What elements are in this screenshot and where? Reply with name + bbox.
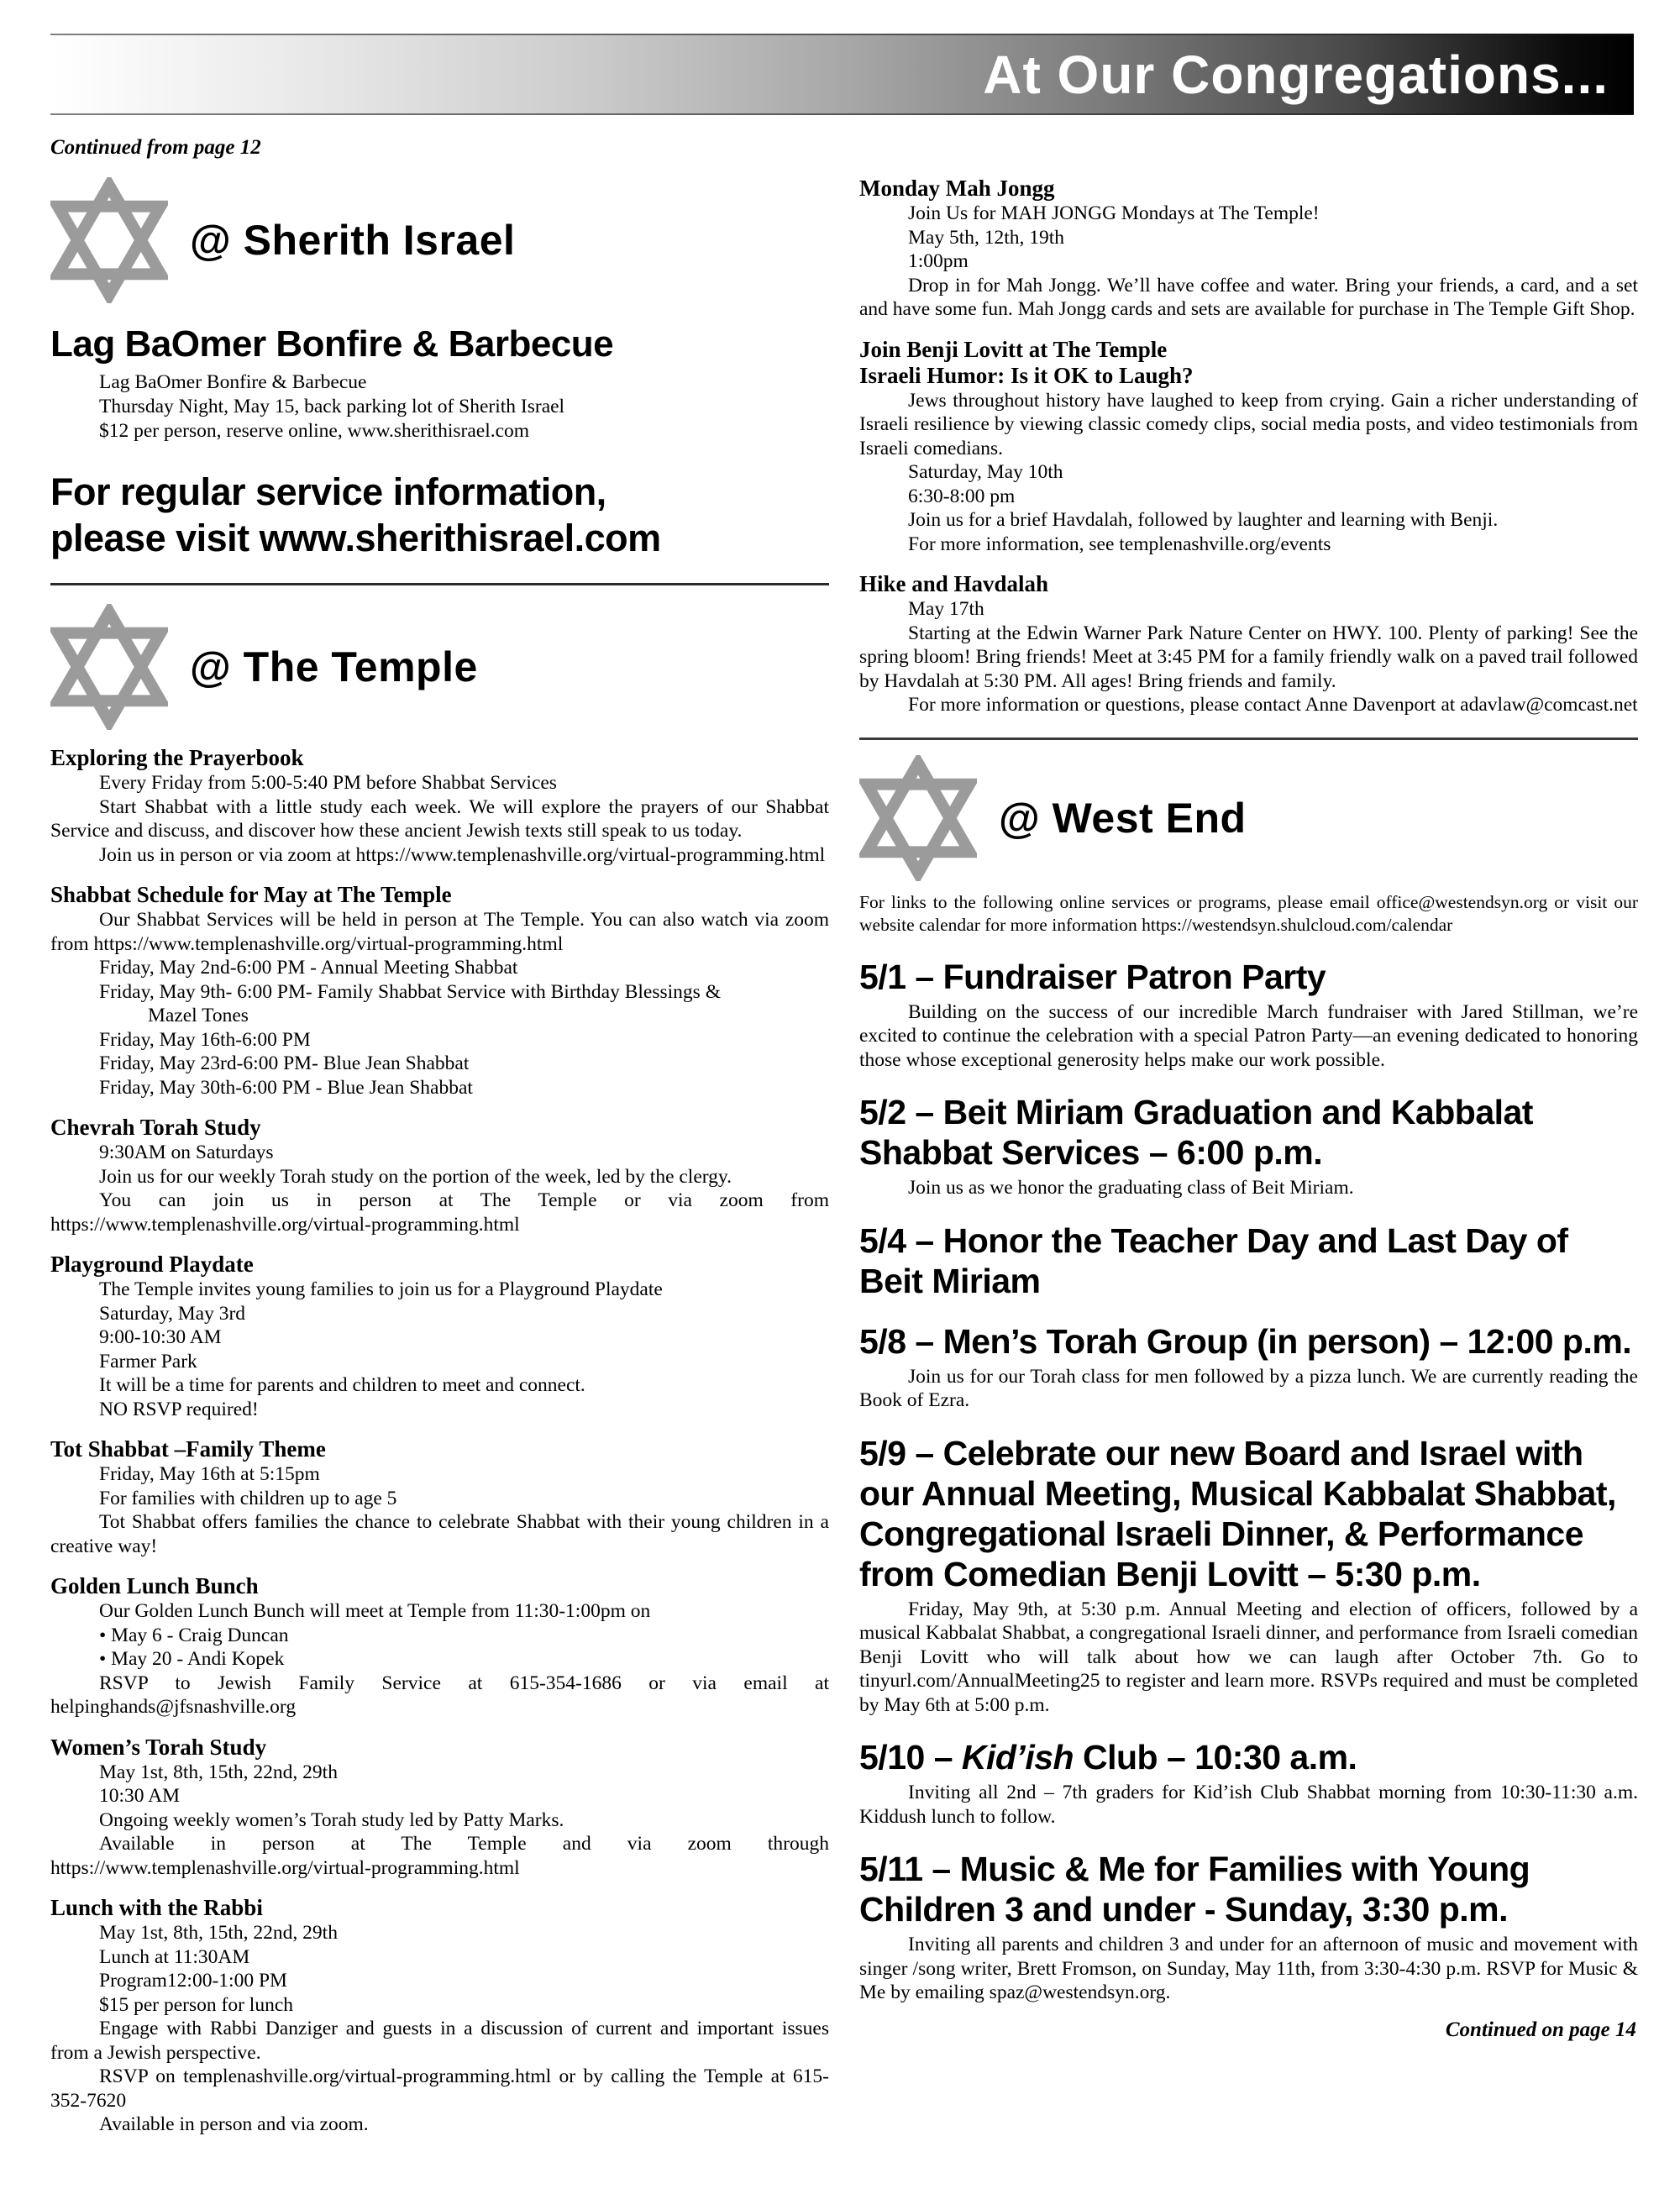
body-text: Farmer Park (99, 1350, 197, 1373)
event-title: 5/10 – Kid’ish Club – 10:30 a.m. (859, 1738, 1357, 1777)
body-text: Friday, May 23rd-6:00 PM- Blue Jean Shabbat (99, 1052, 470, 1074)
body-text: Our Golden Lunch Bunch will meet at Temple from 11:30-1:00pm on (99, 1600, 651, 1622)
body-text: 9:00-10:30 AM (99, 1326, 222, 1348)
bulletin-section (859, 337, 1638, 557)
bulletin-section (859, 571, 1638, 717)
body-text: 1:00pm (908, 250, 969, 272)
page-banner (50, 34, 1634, 115)
body-text: Join us for a brief Havdalah, followed by laughter and learning with Benji. (908, 509, 1499, 531)
bulletin-section (50, 1436, 829, 1558)
bulletin-section (859, 176, 1638, 322)
body-text: For more information, see templenashville.org/events (908, 533, 1331, 555)
west-end-event (859, 1737, 1638, 1829)
sherith-event-title: Lag BaOmer Bonfire & Barbecue (50, 323, 614, 365)
body-text: Friday, May 9th, at 5:30 p.m. Annual Meeting and election of officers, followed by a musical Kabbalat Shabbat, a congregational Israeli dinner, and performance from Israeli comedian Benji Lovitt who will talk about how we can laugh after October 7th. Go to tinyurl.com/AnnualMeeting25 to register and learn more. RSVPs required and must be completed by May 6th at 5:00 p.m. (859, 1598, 1638, 1716)
left-column (50, 160, 829, 2137)
star-of-david-icon (50, 604, 168, 730)
body-text: Engage with Rabbi Danziger and guests in a discussion of current and important issues from a Jewish perspective. (50, 2018, 829, 2064)
body-text: 10:30 AM (99, 1785, 180, 1807)
body-text: For families with children up to age 5 (99, 1487, 397, 1509)
event-title: 5/2 – Beit Miriam Graduation and Kabbalat Shabbat Services – 6:00 p.m. (859, 1093, 1533, 1172)
body-text: Jews throughout history have laughed to keep from crying. Gain a richer understanding of Israeli resilience by viewing classic comedy clips, social media posts, and video testimonials from Israeli comedians. (859, 389, 1638, 459)
right-column (859, 160, 1638, 2137)
sherith-event-details (50, 370, 829, 444)
body-text: $12 per person, reserve online, www.sherithisrael.com (99, 420, 530, 442)
body-text: Lunch at 11:30AM (99, 1945, 250, 1968)
body-text: Friday, May 16th at 5:15pm (99, 1463, 320, 1485)
west-end-event (859, 1849, 1638, 2005)
section-divider (859, 737, 1638, 740)
west-end-events (859, 957, 1638, 2005)
body-text: Lag BaOmer Bonfire & Barbecue (99, 371, 367, 393)
page-title: At Our Congregations... (983, 44, 1609, 105)
section-title: Golden Lunch Bunch (50, 1573, 259, 1598)
west-end-event (859, 1220, 1638, 1301)
body-text: Friday, May 2nd-6:00 PM - Annual Meeting Shabbat (99, 957, 518, 979)
body-text: Drop in for Mah Jongg. We’ll have coffee and water. Bring your friends, a card, and a set and have some fun. Mah Jongg cards and sets are available for purchase in The Temple Gift Shop. (859, 274, 1638, 320)
body-text: Join us as we honor the graduating class of Beit Miriam. (908, 1177, 1354, 1199)
event-title: 5/8 – Men’s Torah Group (in person) – 12:00 p.m. (859, 1321, 1632, 1361)
event-title: 5/4 – Honor the Teacher Day and Last Day of Beit Miriam (859, 1220, 1568, 1300)
west-end-header (859, 755, 1638, 881)
bulletin-section (50, 745, 829, 867)
body-text: May 5th, 12th, 19th (908, 226, 1065, 249)
continued-on-note: Continued on page 14 (1445, 2018, 1636, 2041)
sherith-service-info (50, 469, 829, 561)
body-text: May 17th (908, 598, 984, 620)
west-end-event (859, 957, 1638, 1073)
body-text: Join Us for MAH JONGG Mondays at The Temple! (908, 202, 1320, 224)
west-end-event (859, 1092, 1638, 1200)
body-text: • May 6 - Craig Duncan (99, 1624, 289, 1646)
body-text: The Temple invites young families to join us for a Playground Playdate (99, 1278, 663, 1300)
body-text: Every Friday from 5:00-5:40 PM before Shabbat Services (99, 772, 557, 794)
body-text: Tot Shabbat offers families the chance to celebrate Shabbat with their young children in a creative way! (50, 1511, 829, 1557)
cta-line: For regular service information, (50, 470, 606, 513)
congregation-title: @ West End (999, 794, 1247, 842)
body-text: Friday, May 16th-6:00 PM (99, 1028, 311, 1051)
cta-line: please visit www.sherithisrael.com (50, 517, 661, 559)
event-title: 5/11 – Music & Me for Families with Young Children 3 and under - Sunday, 3:30 p.m. (859, 1850, 1530, 1929)
body-text: Join us in person or via zoom at https://www.templenashville.org/virtual-programming.html (99, 843, 826, 866)
body-text: Building on the success of our incredible March fundraiser with Jared Stillman, we’re excited to continue the celebration with a special Patron Party—an evening dedicated to honoring those whose exceptional generosity helps make our work possible. (859, 1000, 1638, 1071)
body-text: Mazel Tones (148, 1005, 249, 1026)
section-title: Monday Mah Jongg (859, 176, 1055, 201)
body-text: 9:30AM on Saturdays (99, 1142, 274, 1163)
bulletin-section (50, 882, 829, 1100)
section-title: Lunch with the Rabbi (50, 1895, 263, 1920)
event-title: 5/9 – Celebrate our new Board and Israel with our Annual Meeting, Musical Kabbalat Shabbat, Congregational Israeli Dinner, & Performance from Comedian Benji Lovitt – 5:30 p.m. (859, 1433, 1616, 1593)
section-title: Chevrah Torah Study (50, 1115, 261, 1140)
body-text: You can join us in person at The Temple or via zoom from https://www.templenashville.org/virtual-programming.html (50, 1189, 829, 1236)
star-of-david-icon (50, 177, 168, 303)
temple-left-sections (50, 745, 829, 2137)
bulletin-section (50, 1895, 829, 2137)
congregation-title: @ The Temple (190, 643, 478, 690)
body-text: RSVP to Jewish Family Service at 615-354-1686 or via email at helpinghands@jfsnashville.org (50, 1672, 829, 1718)
body-text: $15 per person for lunch (99, 1993, 294, 2016)
body-text: Join us for our weekly Torah study on the portion of the week, led by the clergy. (99, 1165, 732, 1188)
sherith-israel-header (50, 177, 829, 303)
section-title: Playground Playdate (50, 1252, 254, 1277)
the-temple-header (50, 604, 829, 730)
body-text: Friday, May 9th- 6:00 PM- Family Shabbat Service with Birthday Blessings & (99, 980, 721, 1003)
body-text: Start Shabbat with a little study each week. We will explore the prayers of our Shabbat Service and discuss, and discover how these ancient Jewish texts still speak to us today. (50, 795, 829, 842)
body-text: • May 20 - Andi Kopek (99, 1648, 285, 1670)
body-text: Thursday Night, May 15, back parking lot of Sherith Israel (99, 396, 565, 417)
body-text: For more information or questions, please contact Anne Davenport at adavlaw@comcast.net (908, 694, 1638, 716)
continued-from-note: Continued from page 12 (50, 136, 261, 159)
two-column-layout (0, 160, 1680, 2137)
body-text: May 1st, 8th, 15th, 22nd, 29th (99, 1922, 338, 1944)
bulletin-section (50, 1573, 829, 1719)
body-text: Saturday, May 3rd (99, 1302, 246, 1325)
temple-right-sections (859, 176, 1638, 717)
section-title: Women’s Torah Study (50, 1734, 267, 1760)
body-text: Inviting all 2nd – 7th graders for Kid’ish Club Shabbat morning from 10:30-11:30 a.m. Kiddush lunch to follow. (859, 1782, 1638, 1828)
body-text: It will be a time for parents and children to meet and connect. (99, 1374, 585, 1396)
section-title: Exploring the Prayerbook (50, 745, 304, 770)
body-text: NO RSVP required! (99, 1398, 259, 1420)
body-text: Starting at the Edwin Warner Park Nature Center on HWY. 100. Plenty of parking! See the spring bloom! Bring friends! Meet at 3:45 PM for a family friendly walk on a paved trail followed by Havdalah at 5:30 PM. All ages! Bring friends and family. (859, 622, 1638, 692)
body-text: Available in person at The Temple and via zoom through https://www.templenashville.org/virtual-programming.html (50, 1833, 829, 1879)
congregation-title: @ Sherith Israel (190, 217, 516, 264)
body-text: Inviting all parents and children 3 and under for an afternoon of music and movement with singer /song writer, Brett Fromson, on Sunday, May 11th, from 3:30-4:30 p.m. RSVP for Music & Me by emailing spaz@westendsyn.org. (859, 1934, 1638, 2003)
west-end-event (859, 1433, 1638, 1718)
body-text: Our Shabbat Services will be held in person at The Temple. You can also watch via zoom from https://www.templenashville.org/virtual-programming.html (50, 909, 829, 955)
west-end-intro: For links to the following online services or programs, please email office@westendsyn.org or visit our website calendar for more information https://westendsyn.shulcloud.com/calendar (859, 891, 1638, 935)
section-subtitle: Israeli Humor: Is it OK to Laugh? (859, 362, 1194, 388)
bulletin-section (50, 1735, 829, 1881)
body-text: May 1st, 8th, 15th, 22nd, 29th (99, 1761, 338, 1783)
star-of-david-icon (859, 755, 977, 881)
body-text: 6:30-8:00 pm (908, 485, 1016, 507)
bulletin-section (50, 1252, 829, 1421)
section-title: Hike and Havdalah (859, 571, 1049, 596)
body-text: RSVP on templenashville.org/virtual-programming.html or by calling the Temple at 615-352-7620 (50, 2065, 829, 2112)
section-title: Join Benji Lovitt at The Temple (859, 336, 1168, 362)
west-end-event (859, 1321, 1638, 1413)
body-text: Ongoing weekly women’s Torah study led by Patty Marks. (99, 1808, 564, 1831)
body-text: Friday, May 30th-6:00 PM - Blue Jean Shabbat (99, 1076, 473, 1099)
section-title: Shabbat Schedule for May at The Temple (50, 882, 452, 907)
section-divider (50, 583, 829, 585)
bulletin-section (50, 1115, 829, 1236)
body-text: Program12:00-1:00 PM (99, 1970, 287, 1992)
section-title: Tot Shabbat –Family Theme (50, 1436, 326, 1462)
body-text: Saturday, May 10th (908, 461, 1063, 483)
event-title: 5/1 – Fundraiser Patron Party (859, 957, 1326, 996)
body-text: Available in person and via zoom. (99, 2113, 369, 2135)
body-text: Join us for our Torah class for men followed by a pizza lunch. We are currently reading the Book of Ezra. (859, 1365, 1638, 1411)
